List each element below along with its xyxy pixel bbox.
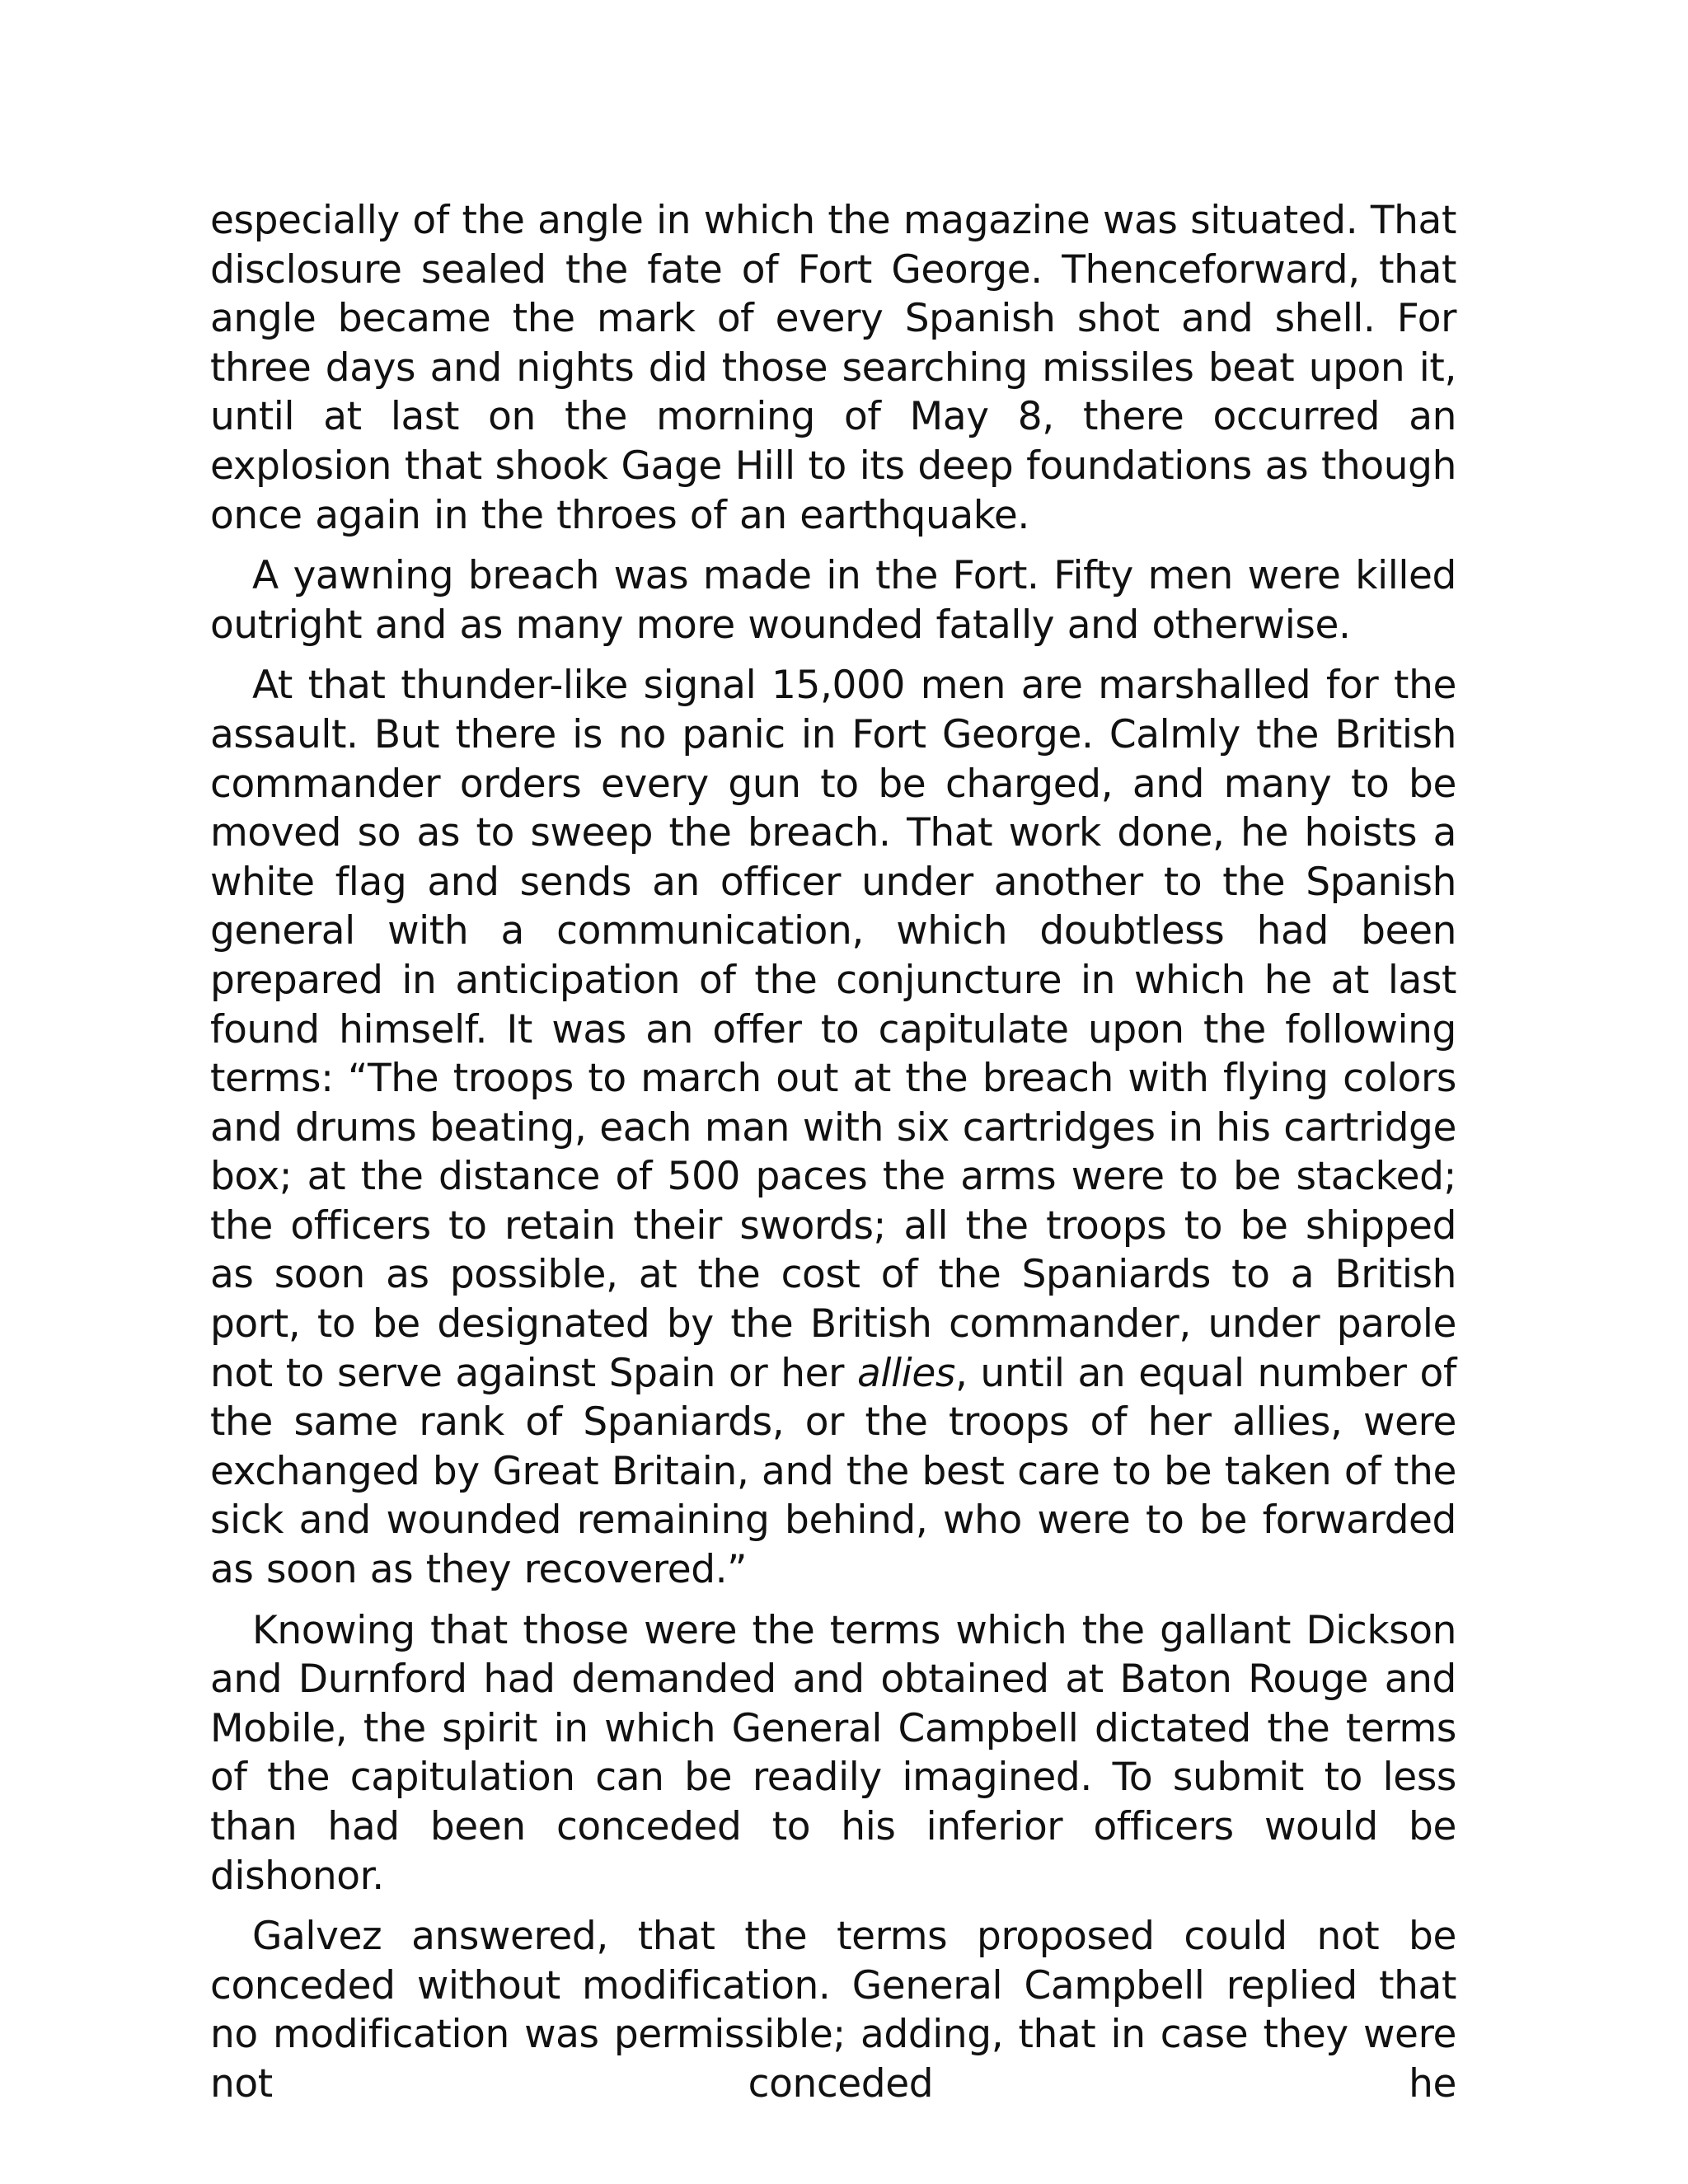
capitulation-text-after-italic: , until an equal number of the same rank of Spaniards, or the troops of her allies, were exchanged by Great Britain, and the best care to be taken of the sick and wounded remaining behind, who were to be forwarded as soon as they recovered.” <box>210 1350 1456 1593</box>
paragraph-magazine-explosion: especially of the angle in which the magazine was situated. That disclosure sealed the fate of Fort George. Thenceforward, that angle became the mark of every Spanish shot and shell. For three days and nights did those searching missiles beat upon it, until at last on the morning of May 8, there occurred an explosion that shook Gage Hill to its deep foundations as though once again in the throes of an earthquake. <box>210 198 1456 538</box>
paragraph-galvez-answer: Galvez answered, that the terms proposed could not be conceded without modification. General Campbell replied that no modification was permissible; adding, that in case they were not conceded he <box>210 1914 1456 2107</box>
paragraph-yawning-breach: A yawning breach was made in the Fort. Fifty men were killed outright and as many more wounded fatally and otherwise. <box>210 553 1456 648</box>
paragraph-dickson-durnford: Knowing that those were the terms which the gallant Dickson and Durnford had demanded and obtained at Baton Rouge and Mobile, the spirit in which General Campbell dictated the terms of the capitulation can be readily imagined. To submit to less than had been conceded to his inferior officers would be dishonor. <box>210 1607 1456 1899</box>
page-body <box>210 196 1456 2109</box>
capitulation-text-before-italic: At that thunder-like signal 15,000 men are marshalled for the assault. But there is no panic in Fort George. Calmly the British commander orders every gun to be charged, and many to be moved so as to sweep the breach. That work done, he hoists a white flag and sends an officer under another to the Spanish general with a communication, which doubtless had been prepared in anticipation of the conjuncture in which he at last found himself. It was an offer to capitulate upon the following terms: “The troops to march out at the breach with flying colors and drums beating, each man with six cartridges in his cartridge box; at the distance of 500 paces the arms were to be stacked; the officers to retain their swords; all the troops to be shipped as soon as possible, at the cost of the Spaniards to a British port, to be designated by the British commander, under parole not to serve against Spain or her <box>210 663 1456 1396</box>
italic-word-allies: allies <box>856 1350 955 1396</box>
paragraph-capitulation-terms <box>210 661 1456 1594</box>
